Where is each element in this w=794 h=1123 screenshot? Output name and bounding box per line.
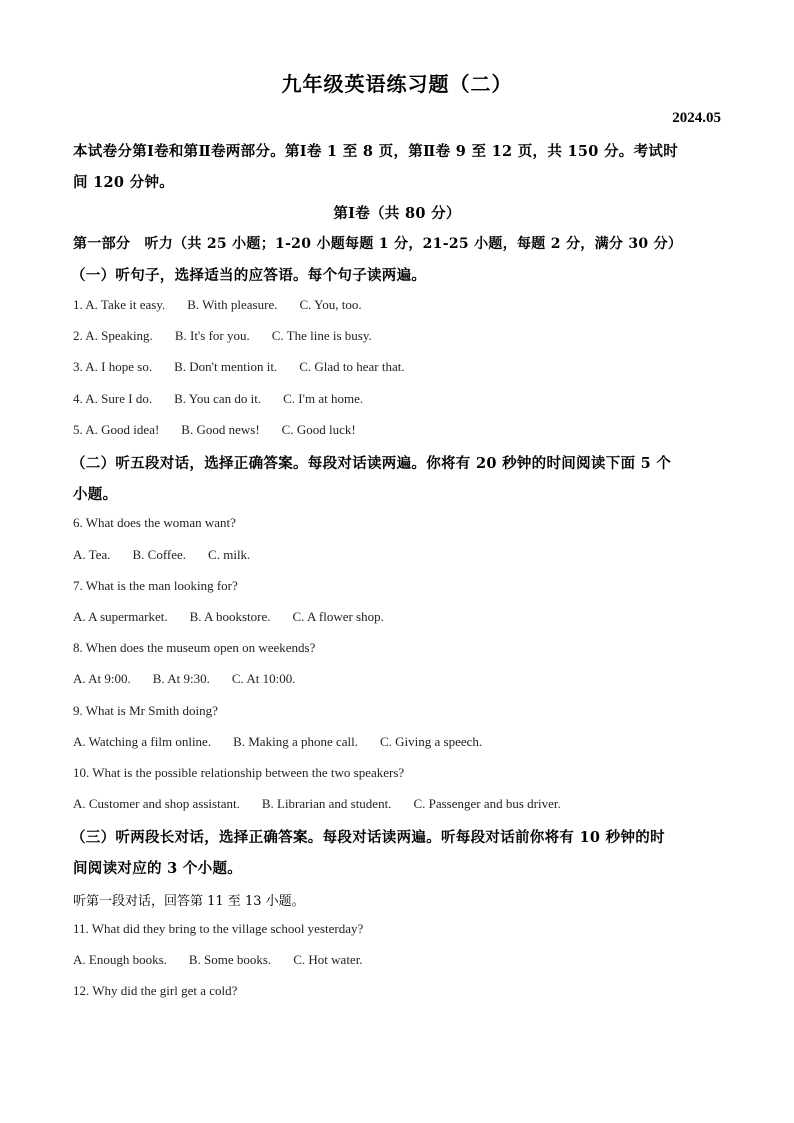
section-1-heading: （一）听句子，选择适当的应答语。每个句子读两遍。 bbox=[71, 267, 427, 284]
question-12-stem: 12. Why did the girl get a cold? bbox=[73, 983, 238, 998]
option-a: A. A supermarket. bbox=[73, 609, 168, 624]
question-11-stem: 11. What did they bring to the village school yesterday? bbox=[73, 921, 364, 936]
option-b: B. A bookstore. bbox=[189, 609, 271, 624]
option-a: A. At 9:00. bbox=[73, 671, 131, 686]
option-b: B. Librarian and student. bbox=[261, 796, 392, 811]
question-1 bbox=[73, 297, 384, 313]
option-a: A. Customer and shop assistant. bbox=[73, 796, 240, 811]
section-3-heading-line-1: （三）听两段长对话，选择正确答案。每段对话读两遍。听每段对话前你将有 10 秒钟的时 bbox=[71, 829, 665, 846]
option-c: C. The line is busy. bbox=[271, 328, 372, 343]
option-b: B. Some books. bbox=[188, 952, 272, 967]
question-9-stem: 9. What is Mr Smith doing? bbox=[73, 703, 218, 718]
option-b: B. At 9:30. bbox=[152, 671, 210, 686]
option-c: C. A flower shop. bbox=[292, 609, 384, 624]
option-b: B. With pleasure. bbox=[187, 297, 278, 312]
option-c: C. Hot water. bbox=[293, 952, 363, 967]
page-title: 九年级英语练习题（二） bbox=[281, 72, 513, 96]
option-c: C. Good luck! bbox=[281, 422, 356, 437]
option-c: C. milk. bbox=[208, 547, 251, 562]
option-c: C. You, too. bbox=[299, 297, 362, 312]
exam-date: 2024.05 bbox=[672, 110, 721, 126]
option-c: C. I'm at home. bbox=[283, 391, 364, 406]
intro-line-1: 本试卷分第Ⅰ卷和第Ⅱ卷两部分。第Ⅰ卷 1 至 8 页，第Ⅱ卷 9 至 12 页，共 150 分。考试时 bbox=[73, 143, 678, 160]
option-b: B. Making a phone call. bbox=[233, 734, 358, 749]
option-a: 4. A. Sure I do. bbox=[73, 391, 153, 406]
section-2-heading-line-2: 小题。 bbox=[73, 486, 118, 503]
option-b: B. Coffee. bbox=[132, 547, 187, 562]
part-1-heading: 第一部分 听力（共 25 小题；1-20 小题每题 1 分，21-25 小题，每题 2 分，满分 30 分） bbox=[73, 236, 683, 252]
option-b: B. It's for you. bbox=[174, 328, 250, 343]
option-c: C. Passenger and bus driver. bbox=[413, 796, 561, 811]
option-a: 1. A. Take it easy. bbox=[73, 297, 166, 312]
option-a: 5. A. Good idea! bbox=[73, 422, 160, 437]
question-9-options bbox=[73, 734, 504, 750]
question-6-options bbox=[73, 547, 272, 563]
question-6-stem: 6. What does the woman want? bbox=[73, 515, 236, 530]
option-a: A. Enough books. bbox=[73, 952, 167, 967]
question-10-options bbox=[73, 796, 583, 812]
option-a: A. Watching a film online. bbox=[73, 734, 212, 749]
option-b: B. You can do it. bbox=[174, 391, 262, 406]
option-a: 3. A. I hope so. bbox=[73, 359, 153, 374]
option-a: A. Tea. bbox=[73, 547, 111, 562]
question-8-stem: 8. When does the museum open on weekends? bbox=[73, 640, 316, 655]
option-b: B. Good news! bbox=[181, 422, 260, 437]
section-2-heading-line-1: （二）听五段对话，选择正确答案。每段对话读两遍。你将有 20 秒钟的时间阅读下面 5 个 bbox=[71, 455, 672, 472]
question-3 bbox=[73, 359, 427, 375]
option-c: C. Glad to hear that. bbox=[299, 359, 405, 374]
question-4 bbox=[73, 391, 385, 407]
section-3-sub-intro: 听第一段对话，回答第 11 至 13 小题。 bbox=[73, 894, 305, 909]
option-a: 2. A. Speaking. bbox=[73, 328, 153, 343]
question-11-options bbox=[73, 952, 385, 968]
option-c: C. Giving a speech. bbox=[380, 734, 483, 749]
section-3-heading-line-2: 间阅读对应的 3 个小题。 bbox=[73, 860, 243, 877]
question-7-stem: 7. What is the man looking for? bbox=[73, 578, 238, 593]
question-2 bbox=[73, 328, 394, 344]
question-8-options bbox=[73, 671, 317, 687]
volume-1-heading: 第Ⅰ卷（共 80 分） bbox=[333, 205, 461, 222]
intro-line-2: 间 120 分钟。 bbox=[73, 174, 175, 191]
question-7-options bbox=[73, 609, 406, 625]
option-b: B. Don't mention it. bbox=[174, 359, 278, 374]
option-c: C. At 10:00. bbox=[231, 671, 296, 686]
question-10-stem: 10. What is the possible relationship between the two speakers? bbox=[73, 765, 405, 780]
question-5 bbox=[73, 422, 378, 438]
